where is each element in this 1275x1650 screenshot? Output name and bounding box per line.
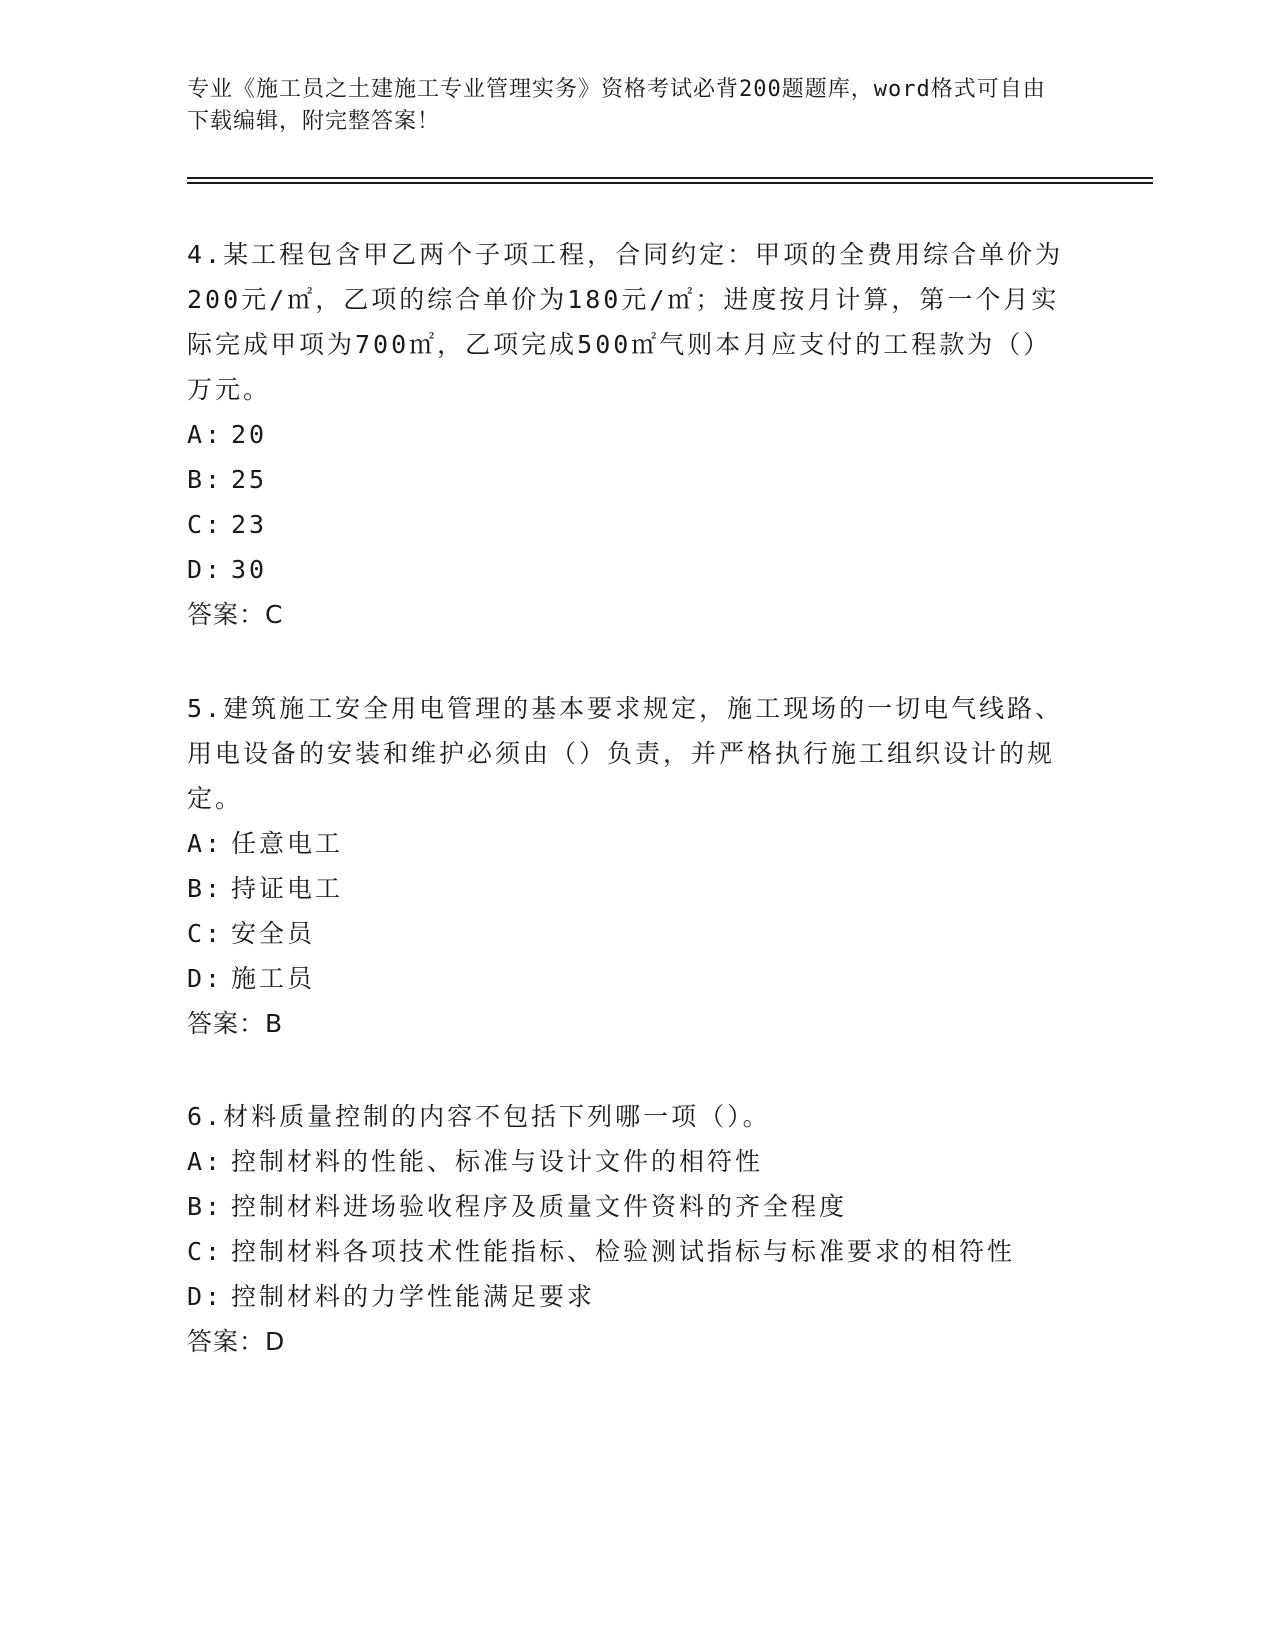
option-key: C: bbox=[187, 510, 224, 539]
option-key: D: bbox=[187, 964, 224, 993]
option-text: 安全员 bbox=[231, 919, 316, 948]
question-6 bbox=[187, 1094, 1067, 1364]
option-text: 23 bbox=[231, 510, 268, 539]
option-key: A: bbox=[187, 829, 224, 858]
question-5 bbox=[187, 686, 1067, 1046]
header-divider-bottom bbox=[187, 182, 1153, 184]
answer-line: 答案：B bbox=[187, 1009, 284, 1038]
option-text: 25 bbox=[231, 465, 268, 494]
option-c bbox=[187, 502, 1067, 547]
option-key: D: bbox=[187, 1282, 224, 1311]
option-a bbox=[187, 1139, 1067, 1184]
option-d bbox=[187, 547, 1067, 592]
option-text: 控制材料进场验收程序及质量文件资料的齐全程度 bbox=[231, 1192, 848, 1221]
question-stem: 6.材料质量控制的内容不包括下列哪一项（）。 bbox=[187, 1102, 771, 1131]
question-4 bbox=[187, 232, 1067, 637]
option-text: 施工员 bbox=[231, 964, 316, 993]
option-text: 30 bbox=[231, 555, 268, 584]
option-key: C: bbox=[187, 1237, 224, 1266]
option-key: C: bbox=[187, 919, 224, 948]
option-text: 控制材料的性能、标准与设计文件的相符性 bbox=[231, 1147, 764, 1176]
option-a bbox=[187, 412, 1067, 457]
option-text: 持证电工 bbox=[231, 874, 344, 903]
option-b bbox=[187, 457, 1067, 502]
answer-line: 答案：D bbox=[187, 1327, 286, 1356]
question-stem: 4.某工程包含甲乙两个子项工程，合同约定：甲项的全费用综合单价为200元/㎡，乙项的综合单价为180元/㎡；进度按月计算，第一个月实际完成甲项为700㎡，乙项完成500㎡气则本月应支付的工程款为（）万元。 bbox=[187, 240, 1064, 404]
option-text: 控制材料的力学性能满足要求 bbox=[231, 1282, 596, 1311]
option-key: D: bbox=[187, 555, 224, 584]
option-text: 20 bbox=[231, 420, 268, 449]
answer-line: 答案：C bbox=[187, 600, 284, 629]
option-key: B: bbox=[187, 465, 224, 494]
document-header: 专业《施工员之土建施工专业管理实务》资格考试必背200题题库，word格式可自由下载编辑，附完整答案！ bbox=[187, 77, 1046, 134]
option-b bbox=[187, 1184, 1067, 1229]
option-c bbox=[187, 1229, 1067, 1274]
option-a bbox=[187, 821, 1067, 866]
option-text: 控制材料各项技术性能指标、检验测试指标与标准要求的相符性 bbox=[231, 1237, 1016, 1266]
option-key: B: bbox=[187, 874, 224, 903]
option-d bbox=[187, 956, 1067, 1001]
question-stem: 5.建筑施工安全用电管理的基本要求规定，施工现场的一切电气线路、用电设备的安装和维护必须由（）负责，并严格执行施工组织设计的规定。 bbox=[187, 694, 1064, 813]
option-text: 任意电工 bbox=[231, 829, 344, 858]
option-key: A: bbox=[187, 420, 224, 449]
option-d bbox=[187, 1274, 1067, 1319]
option-c bbox=[187, 911, 1067, 956]
option-key: A: bbox=[187, 1147, 224, 1176]
option-b bbox=[187, 866, 1067, 911]
header-divider-top bbox=[187, 177, 1153, 179]
option-key: B: bbox=[187, 1192, 224, 1221]
